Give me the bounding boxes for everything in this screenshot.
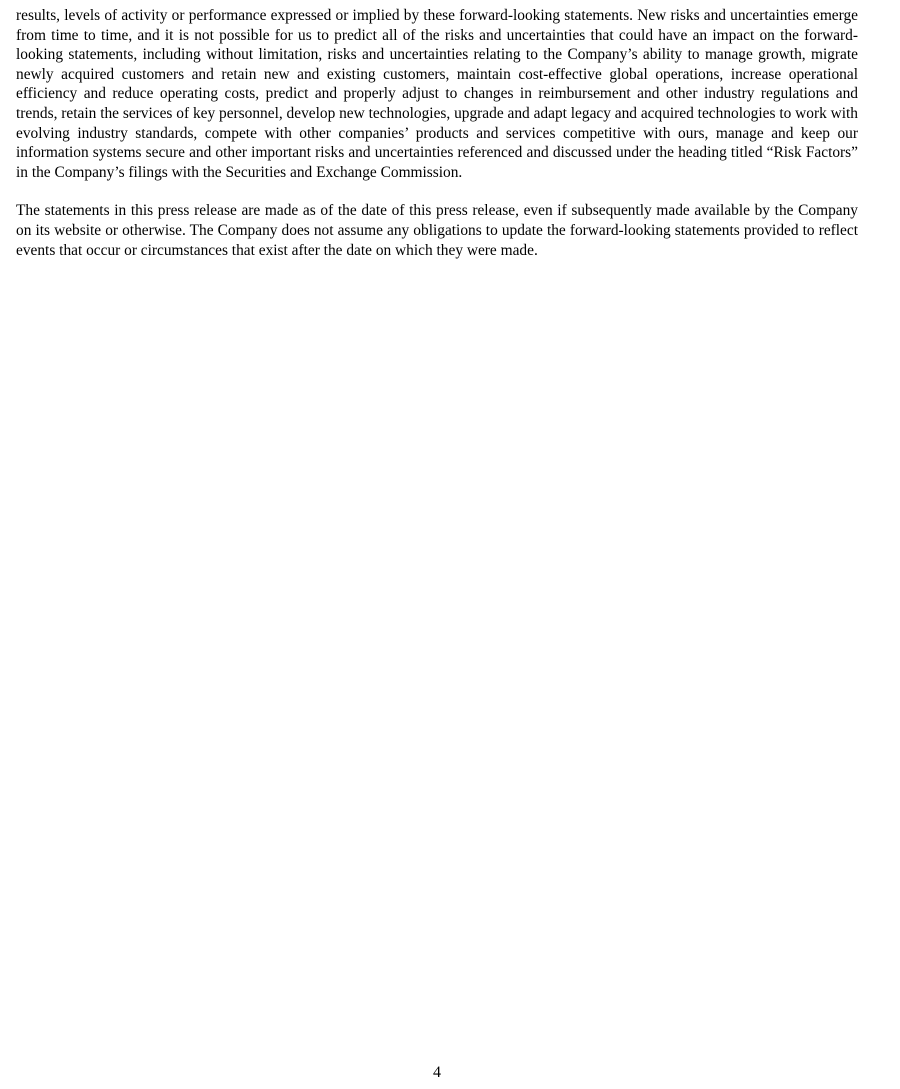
page-number: 4 <box>433 1064 441 1081</box>
forward-looking-risks-paragraph: results, levels of activity or performance expressed or implied by these forward-looking statements. New risks and uncertainties emerge from time to time, and it is not possible for us to predict all of the risks and uncertainties that could have an impact on the forward-looking statements, including without limitation, risks and uncertainties relating to the Company’s ability to manage growth, migrate newly acquired customers and retain new and existing customers, maintain cost-effective global operations, increase operational efficiency and reduce operating costs, predict and properly adjust to changes in reimbursement and other industry regulations and trends, retain the services of key personnel, develop new technologies, upgrade and adapt legacy and acquired technologies to work with evolving industry standards, compete with other companies’ products and services competitive with ours, manage and keep our information systems secure and other important risks and uncertainties referenced and discussed under the heading titled “Risk Factors” in the Company’s filings with the Securities and Exchange Commission. <box>16 7 858 181</box>
document-page <box>16 6 858 260</box>
statements-date-paragraph: The statements in this press release are made as of the date of this press release, even if subsequently made available by the Company on its website or otherwise. The Company does not assume any obligations to update the forward-looking statements provided to reflect events that occur or circumstances that exist after the date on which they were made. <box>16 202 858 259</box>
